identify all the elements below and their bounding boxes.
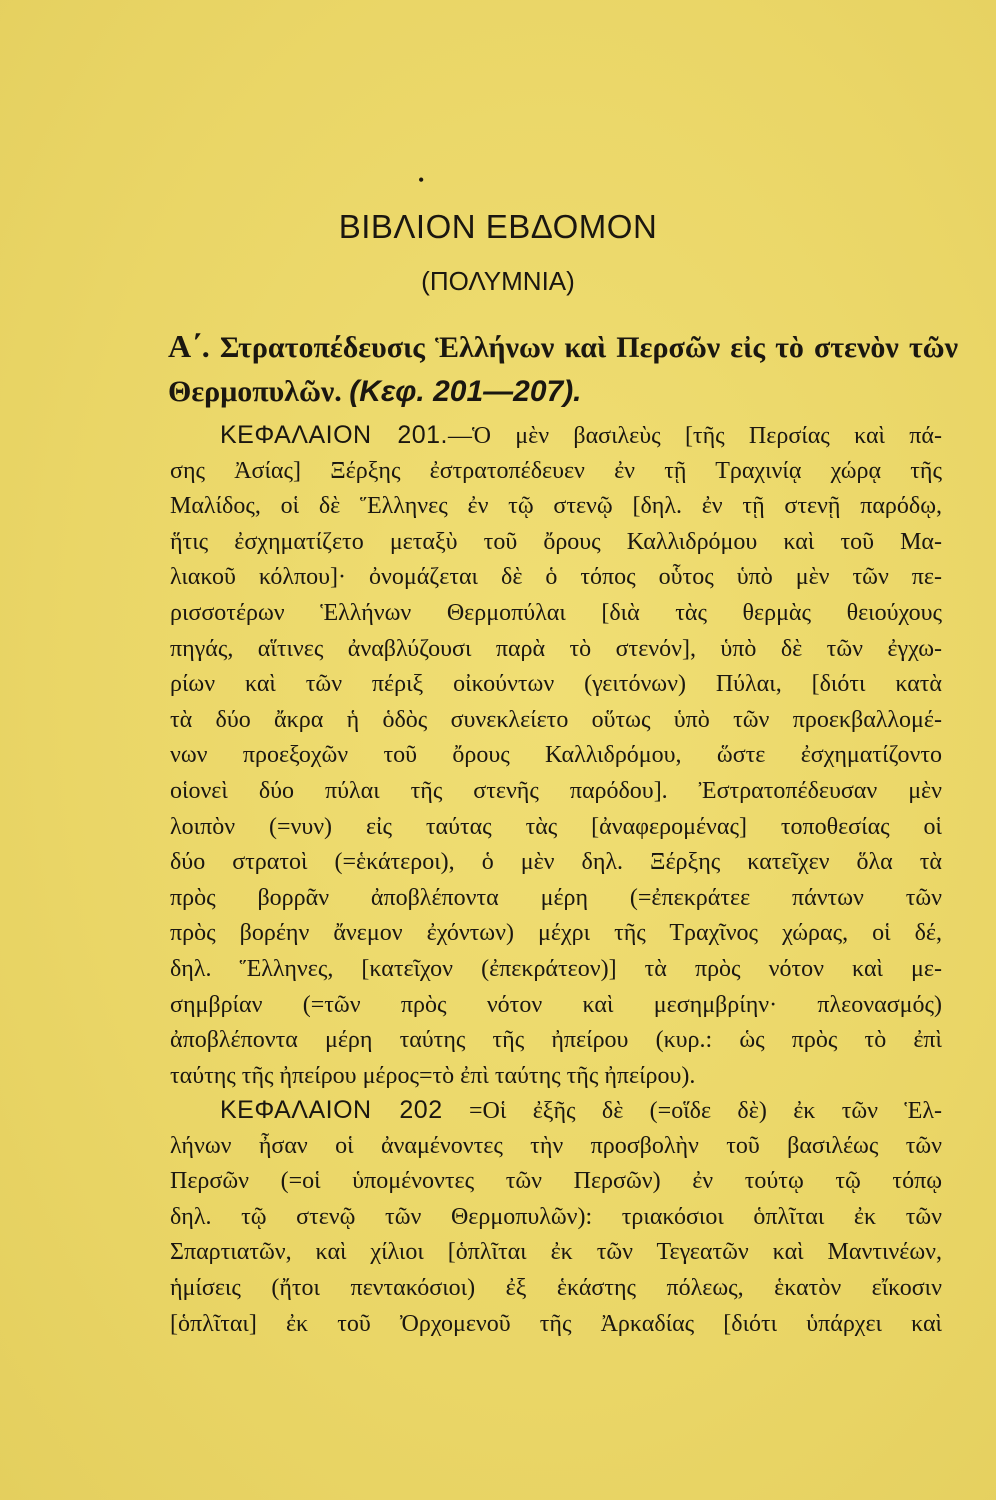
chapter-202-line: λήνων ἦσαν οἱ ἀναμένοντες τὴν προσβολὴν τοῦ βασιλέως τῶν [170, 1132, 942, 1159]
chapter-202-line: δηλ. τῷ στενῷ τῶν Θερμοπυλῶν): τριακόσιοι ὁπλῖται ἐκ τῶν [170, 1203, 942, 1230]
chapter-201-line: δύο στρατοὶ (=ἑκάτεροι), ὁ μὲν δηλ. Ξέρξης κατεῖχεν ὅλα τὰ [170, 849, 942, 876]
chapter-202-line: Περσῶν (=οἱ ὑπομένοντες τῶν Περσῶν) ἐν τούτῳ τῷ τόπῳ [170, 1168, 942, 1195]
chapter-201-line: τὰ δύο ἄκρα ἡ ὁδὸς συνεκλείετο οὕτως ὑπὸ τῶν προεκβαλλομέ- [170, 706, 942, 733]
chapter-201-line: λοιπὸν (=νυν) εἰς ταύτας τὰς [ἀναφερομένας] τοποθεσίας οἱ [170, 813, 942, 840]
chapter-202-line-0: ΚΕΦΑΛΑΙΟΝ 202 =Οἱ ἐξῆς δὲ (=οἵδε δὲ) ἐκ τῶν Ἑλ- [220, 1096, 943, 1124]
chapter-201-line: ρίων καὶ τῶν πέριξ οἰκούντων (γειτόνων) Πύλαι, [διότι κατὰ [170, 671, 942, 698]
book-subtitle: (ΠΟΛΥΜΝΙΑ) [421, 266, 575, 296]
section-heading [168, 324, 958, 414]
chapter-201-label: ΚΕΦΑΛΑΙΟΝ 201. [220, 421, 448, 449]
chapter-201-line-0: ΚΕΦΑΛΑΙΟΝ 201.—Ὁ μὲν βασιλεὺς [τῆς Περσίας καὶ πά- [220, 421, 942, 449]
chapter-202-line: [ὁπλῖται] ἐκ τοῦ Ὀρχομενοῦ τῆς Ἀρκαδίας [διότι ὑπάρχει καὶ [170, 1310, 942, 1337]
section-letter: Α΄. [168, 328, 210, 364]
chapter-202 [170, 1093, 942, 1342]
chapter-201-line: πρὸς βορέην ἄνεμον ἐχόντων) μέχρι τῆς Τραχῖνος χώρας, οἱ δέ, [170, 920, 942, 947]
chapter-201-line: λιακοῦ κόλπου]· ὀνομάζεται δὲ ὁ τόπος οὗτος ὑπὸ μὲν τῶν πε- [170, 564, 942, 591]
section-chapter-ref: (Κεφ. 201—207). [349, 375, 582, 408]
chapter-201-line: δηλ. Ἕλληνες, [κατεῖχον (ἐπεκράτεον)] τὰ πρὸς νότον καὶ με- [170, 955, 942, 982]
ink-dot: • [418, 170, 425, 190]
chapter-201-line: νων προεξοχῶν τοῦ ὄρους Καλλιδρόμου, ὥστε ἐσχηματίζοντο [170, 742, 942, 769]
chapter-201-line: πηγάς, αἵτινες ἀναβλύζουσι παρὰ τὸ στενόν], ὑπὸ δὲ τῶν ἐγχω- [170, 635, 942, 662]
chapter-201-line: ρισσοτέρων Ἑλλήνων Θερμοπύλαι [διὰ τὰς θερμὰς θειούχους [170, 599, 942, 626]
book-title: ΒΙΒΛΙΟΝ ΕΒΔΟΜΟΝ [338, 208, 658, 245]
chapter-201-line: πρὸς βορρᾶν ἀποβλέποντα μέρη (=ἐπεκράτεε πάντων τῶν [170, 884, 942, 911]
chapter-202-label: ΚΕΦΑΛΑΙΟΝ 202 [220, 1096, 443, 1124]
chapter-201-line: Μαλίδος, οἱ δὲ Ἕλληνες ἐν τῷ στενῷ [δηλ. ἐν τῇ στενῇ παρόδῳ, [170, 493, 942, 520]
chapter-201-line: οἱονεὶ δύο πύλαι τῆς στενῆς παρόδου]. Ἐστρατοπέδευσαν μὲν [170, 777, 942, 804]
chapter-201-line: σημβρίαν (=τῶν πρὸς νότον καὶ μεσημβρίην· πλεονασμός) [170, 991, 942, 1018]
chapter-201-line: ἀποβλέποντα μέρη ταύτης τῆς ἠπείρου (κυρ.: ὡς πρὸς τὸ ἐπὶ [170, 1027, 942, 1054]
chapter-202-line: Σπαρτιατῶν, καὶ χίλιοι [ὁπλῖται ἐκ τῶν Τεγεατῶν καὶ Μαντινέων, [170, 1239, 942, 1266]
chapter-201-line: ταύτης τῆς ἠπείρου μέρος=τὸ ἐπὶ ταύτης τῆς ἠπείρου). [170, 1062, 696, 1089]
section-heading-text: Στρατοπέδευσις Ἑλλήνων καὶ Περσῶν εἰς τὸ στενὸν τῶν Θερμοπυλῶν. [168, 331, 958, 408]
chapter-201-line: ἥτις ἐσχηματίζετο μεταξὺ τοῦ ὄρους Καλλιδρόμου καὶ τοῦ Μα- [170, 528, 942, 555]
chapter-201 [170, 418, 942, 1094]
chapter-202-line: ἡμίσεις (ἤτοι πεντακόσιοι) ἐξ ἑκάστης πόλεως, ἑκατὸν εἴκοσιν [170, 1274, 942, 1301]
chapter-201-line: σης Ἀσίας] Ξέρξης ἐστρατοπέδευεν ἐν τῇ Τραχινίᾳ χώρᾳ τῆς [170, 457, 942, 484]
